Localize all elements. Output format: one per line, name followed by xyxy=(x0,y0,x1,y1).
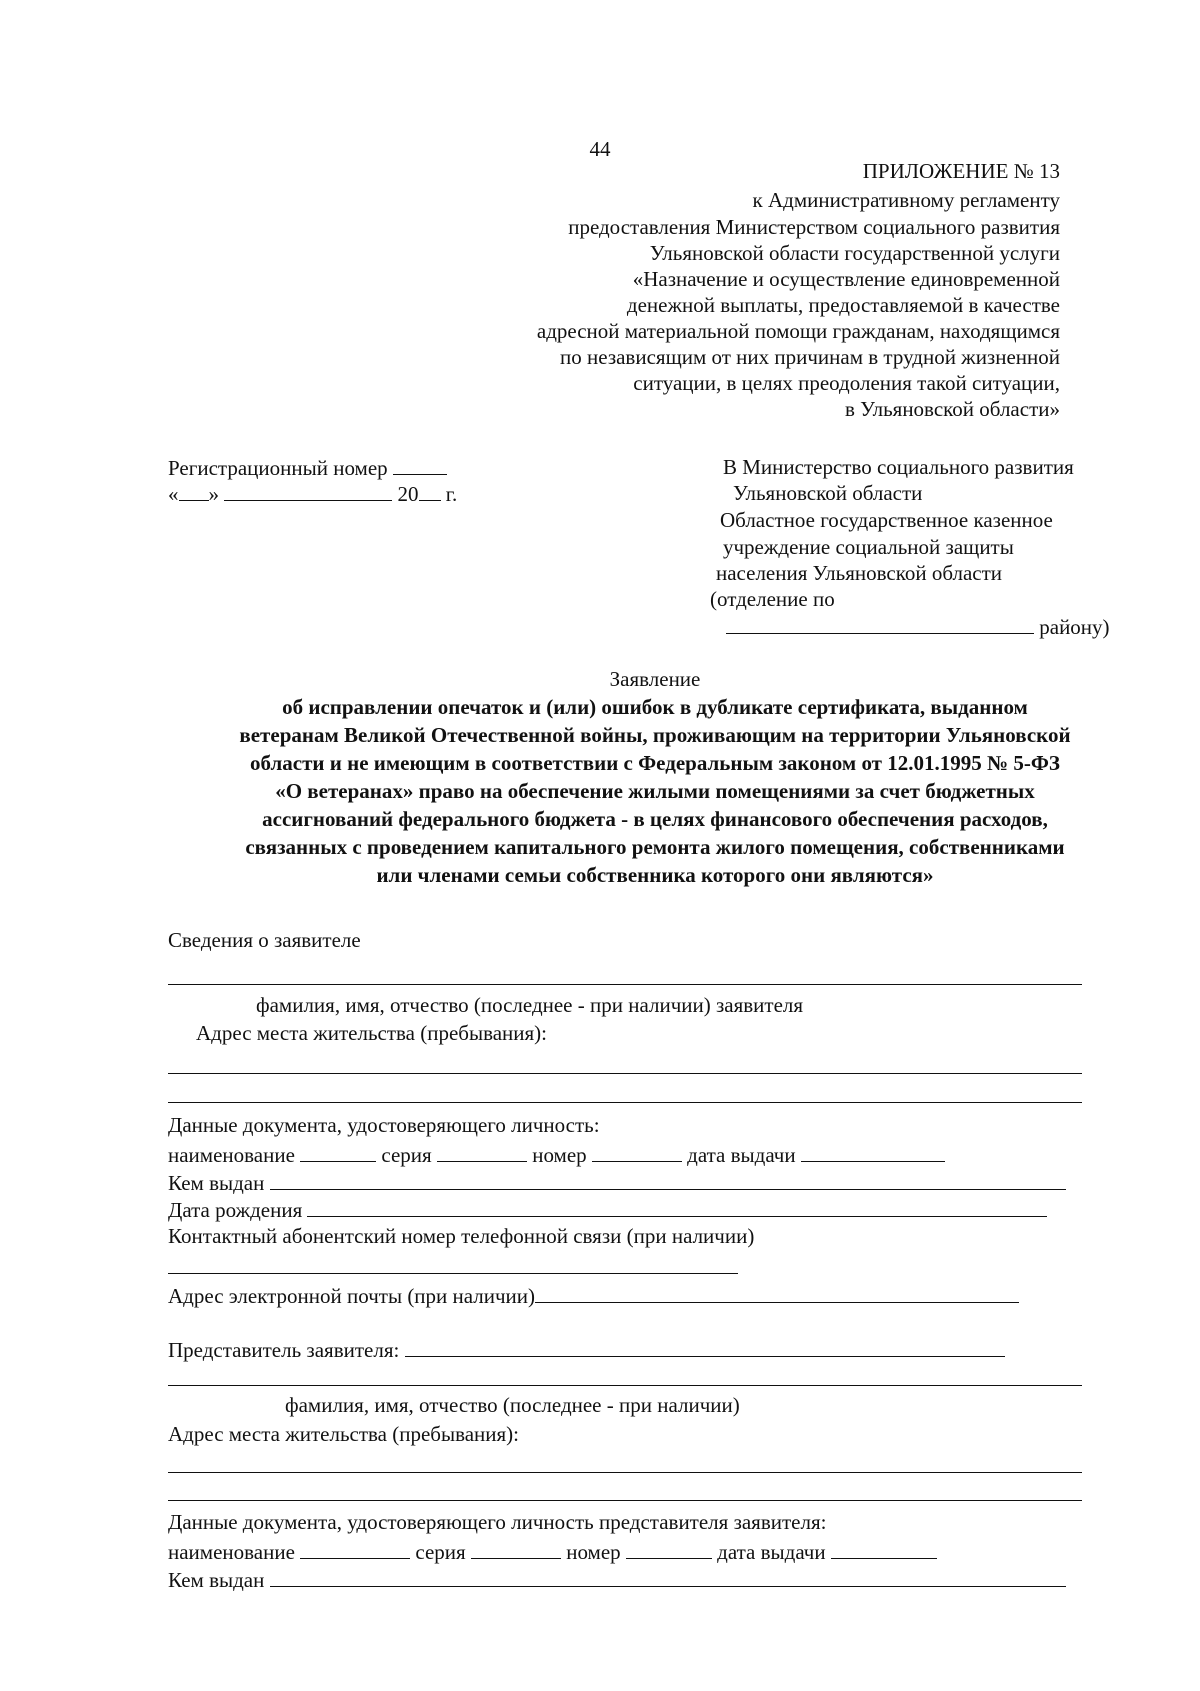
registration-year-field[interactable] xyxy=(419,480,441,501)
registration-date: « » 20 г. xyxy=(168,482,458,506)
statement-subtitle-line: или членами семьи собственника которого они являются» xyxy=(376,863,934,887)
representative-row: Представитель заявителя: xyxy=(168,1336,1005,1363)
applicant-address-field[interactable] xyxy=(168,1102,1082,1103)
applicant-phone-field[interactable] xyxy=(168,1273,738,1274)
addressee-line: населения Ульяновской области xyxy=(716,561,1003,585)
registration-month-field[interactable] xyxy=(224,480,392,501)
applicant-email-field[interactable] xyxy=(535,1282,1019,1303)
applicant-address-field[interactable] xyxy=(168,1073,1082,1074)
appendix-line: денежной выплаты, предоставляемой в качестве xyxy=(626,293,1060,317)
representative-issued-by-field[interactable] xyxy=(270,1566,1066,1587)
addressee-line: Областное государственное казенное xyxy=(720,508,1053,532)
applicant-fio-field[interactable] xyxy=(168,984,1082,985)
applicant-doc-issue-date-field[interactable] xyxy=(801,1141,945,1162)
addressee-line: В Министерство социального развития xyxy=(723,455,1074,479)
applicant-birth-date-row: Дата рождения xyxy=(168,1196,1047,1223)
representative-address-field[interactable] xyxy=(168,1472,1082,1473)
registration-number-label: Регистрационный номер xyxy=(168,456,388,480)
statement-subtitle-line: об исправлении опечаток и (или) ошибок в дубликате сертификата, выданном xyxy=(282,695,1028,719)
applicant-doc-name-field[interactable] xyxy=(300,1141,376,1162)
representative-issued-by-row: Кем выдан xyxy=(168,1566,1066,1593)
district-field[interactable] xyxy=(726,613,1034,634)
appendix-line: «Назначение и осуществление единовременной xyxy=(632,267,1060,291)
statement-subtitle-line: области и не имеющим в соответствии с Федеральным законом от 12.01.1995 № 5-ФЗ xyxy=(250,751,1060,775)
applicant-phone-label: Контактный абонентский номер телефонной связи (при наличии) xyxy=(168,1224,755,1248)
registration-number-field[interactable] xyxy=(393,454,447,475)
appendix-line: в Ульяновской области» xyxy=(844,397,1060,421)
statement-subtitle-line: ветеранам Великой Отечественной войны, проживающим на территории Ульяновской xyxy=(239,723,1071,747)
statement-subtitle-line: ассигнований федерального бюджета - в целях финансового обеспечения расходов, xyxy=(262,807,1048,831)
representative-id-doc-row: наименование серия номер дата выдачи xyxy=(168,1538,937,1565)
statement-subtitle-line: «О ветеранах» право на обеспечение жилыми помещениями за счет бюджетных xyxy=(275,779,1035,803)
applicant-section-label: Сведения о заявителе xyxy=(168,928,361,952)
addressee-line: Ульяновской области xyxy=(733,481,923,505)
registration-day-field[interactable] xyxy=(179,480,209,501)
applicant-issued-by-field[interactable] xyxy=(270,1169,1066,1190)
appendix-line: ситуации, в целях преодоления такой ситуации, xyxy=(633,371,1060,395)
representative-doc-name-field[interactable] xyxy=(300,1538,410,1559)
representative-doc-number-field[interactable] xyxy=(626,1538,712,1559)
applicant-email-row: Адрес электронной почты (при наличии) xyxy=(168,1282,1019,1309)
applicant-issued-by-row: Кем выдан xyxy=(168,1169,1066,1196)
representative-field[interactable] xyxy=(405,1336,1005,1357)
applicant-doc-series-field[interactable] xyxy=(437,1141,527,1162)
representative-id-doc-label: Данные документа, удостоверяющего личность представителя заявителя: xyxy=(168,1510,827,1534)
appendix-title: ПРИЛОЖЕНИЕ № 13 xyxy=(862,159,1060,183)
statement-subtitle-line: связанных с проведением капитального ремонта жилого помещения, собственниками xyxy=(245,835,1065,859)
representative-address-label: Адрес места жительства (пребывания): xyxy=(168,1422,520,1446)
addressee-district: району) xyxy=(726,613,1110,640)
applicant-id-doc-row: наименование серия номер дата выдачи xyxy=(168,1141,945,1168)
representative-fio-field[interactable] xyxy=(168,1385,1082,1386)
appendix-line: по независящим от них причинам в трудной жизненной xyxy=(560,345,1060,369)
statement-title: Заявление xyxy=(609,667,701,691)
representative-fio-caption: фамилия, имя, отчество (последнее - при наличии) xyxy=(285,1393,740,1417)
applicant-id-doc-label: Данные документа, удостоверяющего личность: xyxy=(168,1113,600,1137)
addressee-line: учреждение социальной защиты xyxy=(723,535,1014,559)
addressee-line: (отделение по xyxy=(710,587,835,611)
appendix-line: к Административному регламенту xyxy=(752,188,1060,212)
representative-doc-issue-date-field[interactable] xyxy=(831,1538,937,1559)
appendix-line: адресной материальной помощи гражданам, находящимся xyxy=(536,319,1060,343)
representative-address-field[interactable] xyxy=(168,1500,1082,1501)
applicant-address-label: Адрес места жительства (пребывания): xyxy=(196,1021,548,1045)
applicant-fio-caption: фамилия, имя, отчество (последнее - при наличии) заявителя xyxy=(256,993,804,1017)
applicant-doc-number-field[interactable] xyxy=(592,1141,682,1162)
appendix-line: предоставления Министерством социального развития xyxy=(568,215,1060,239)
appendix-line: Ульяновской области государственной услуги xyxy=(649,241,1060,265)
representative-doc-series-field[interactable] xyxy=(471,1538,561,1559)
applicant-birth-date-field[interactable] xyxy=(307,1196,1047,1217)
page-number: 44 xyxy=(589,137,611,161)
registration-number xyxy=(168,454,447,481)
